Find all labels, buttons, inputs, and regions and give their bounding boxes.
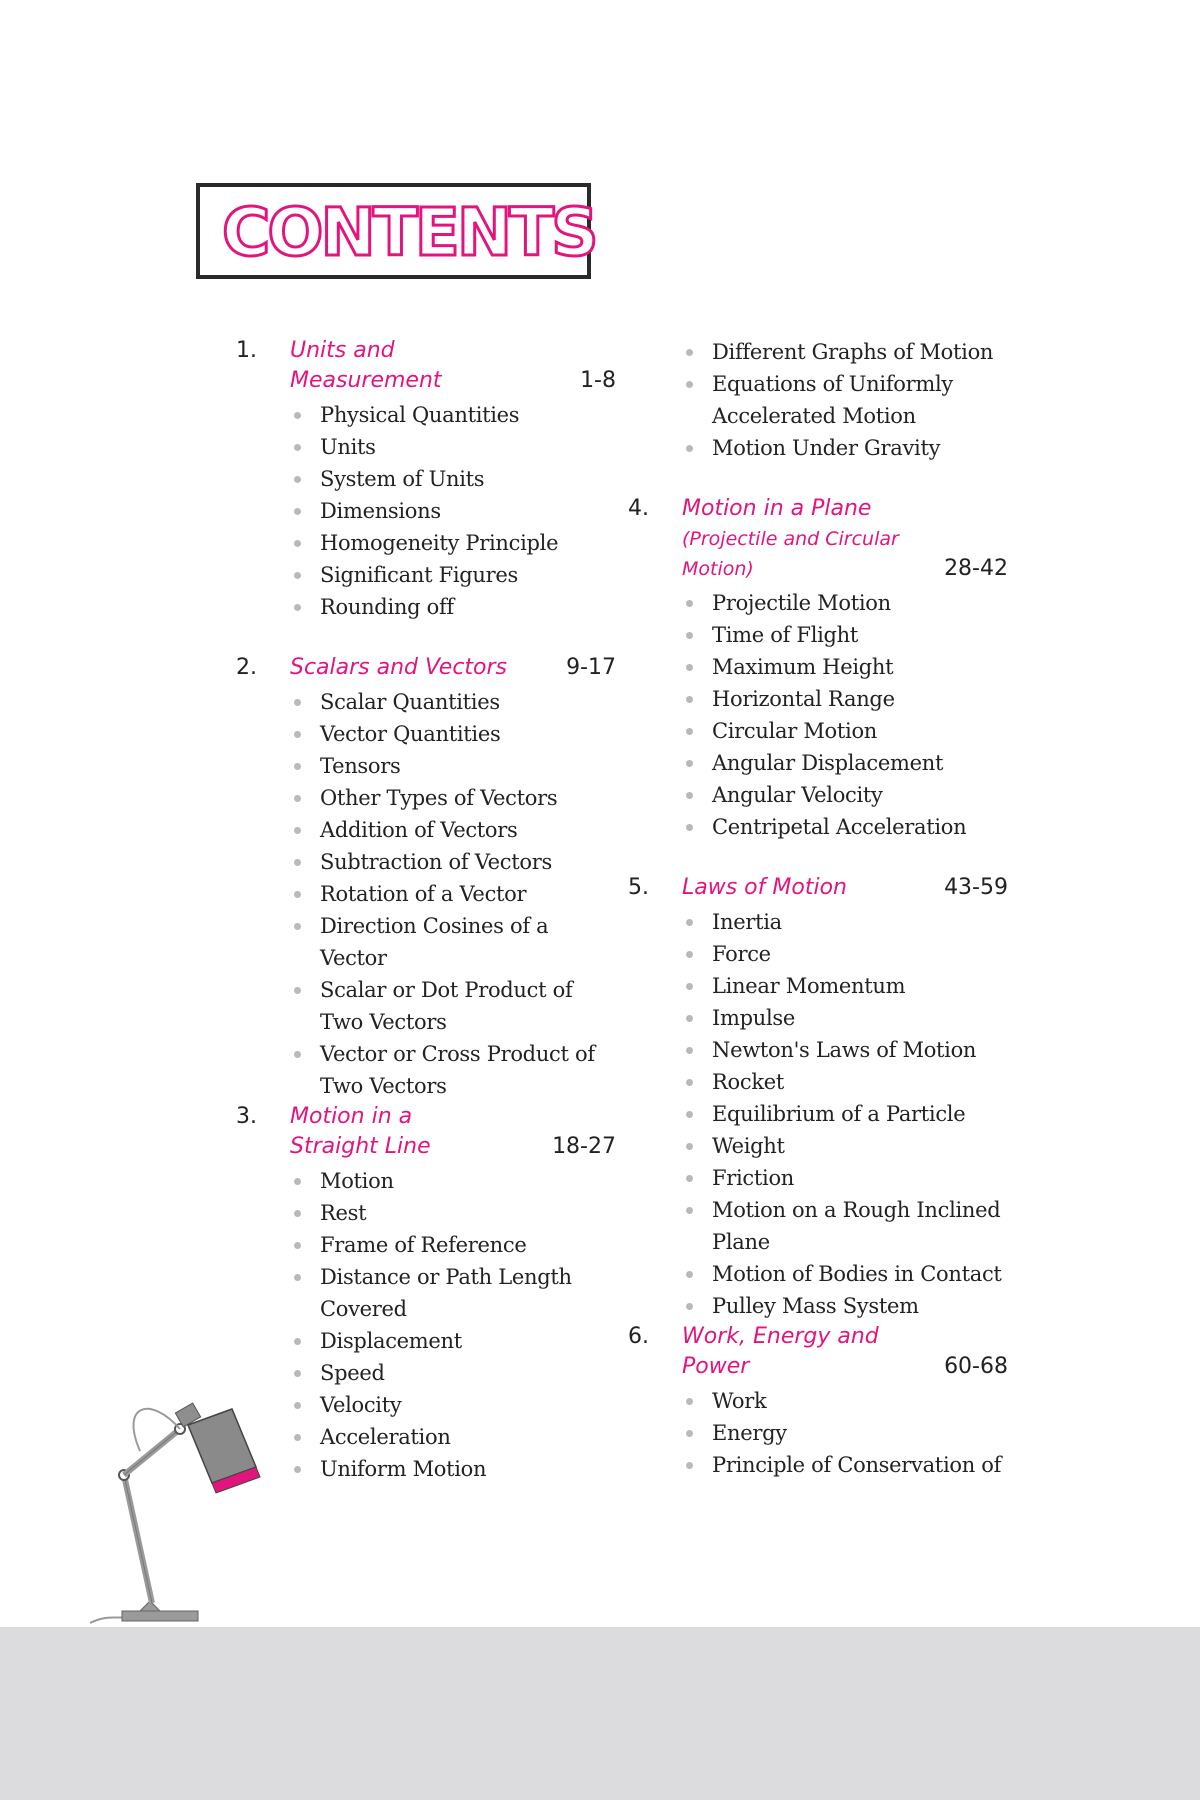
topic-item: Angular Displacement xyxy=(628,747,1008,779)
chapter-4 xyxy=(628,494,1008,843)
chapter-pages: 18-27 xyxy=(552,1134,616,1159)
topic-item: Significant Figures xyxy=(236,559,616,591)
chapter-title[interactable] xyxy=(290,336,616,396)
topic-item: System of Units xyxy=(236,463,616,495)
topic-item: Inertia xyxy=(628,906,1008,938)
topic-item: Rocket xyxy=(628,1066,1008,1098)
chapter-title-line: Measurement xyxy=(290,368,442,393)
chapter-number: 6. xyxy=(628,1324,649,1349)
topic-item: Circular Motion xyxy=(628,715,1008,747)
chapter-title-line: Motion in a xyxy=(290,1104,413,1129)
chapter-3 xyxy=(236,1102,616,1485)
topic-item: Equations of Uniformly Accelerated Motion xyxy=(628,368,1008,432)
page-bottom-band xyxy=(0,1627,1200,1800)
chapter-pages: 9-17 xyxy=(566,655,616,680)
topic-item: Rest xyxy=(236,1197,616,1229)
topic-list xyxy=(628,1385,1008,1481)
topic-item: Newton's Laws of Motion xyxy=(628,1034,1008,1066)
topic-item: Angular Velocity xyxy=(628,779,1008,811)
topic-item: Friction xyxy=(628,1162,1008,1194)
topic-list xyxy=(236,1165,616,1485)
topic-item: Impulse xyxy=(628,1002,1008,1034)
topic-item: Frame of Reference xyxy=(236,1229,616,1261)
topic-item: Other Types of Vectors xyxy=(236,782,616,814)
topic-list xyxy=(628,587,1008,843)
topic-list xyxy=(236,686,616,1102)
chapter-number: 2. xyxy=(236,655,257,680)
topic-item: Motion of Bodies in Contact xyxy=(628,1258,1008,1290)
chapter-1 xyxy=(236,336,616,623)
chapter-6 xyxy=(628,1322,1008,1481)
chapter-pages: 43-59 xyxy=(944,875,1008,900)
topic-item: Motion on a Rough Inclined Plane xyxy=(628,1194,1008,1258)
page-title: CONTENTS xyxy=(222,194,596,271)
topic-item: Tensors xyxy=(236,750,616,782)
topic-list xyxy=(628,906,1008,1322)
topic-item: Weight xyxy=(628,1130,1008,1162)
chapter-title-line: Work, Energy and xyxy=(682,1324,879,1349)
topic-item: Motion xyxy=(236,1165,616,1197)
chapter-number: 1. xyxy=(236,338,257,363)
topic-list xyxy=(236,399,616,623)
topic-item: Speed xyxy=(236,1357,616,1389)
topic-item: Pulley Mass System xyxy=(628,1290,1008,1322)
topic-item: Time of Flight xyxy=(628,619,1008,651)
chapter-5 xyxy=(628,873,1008,1322)
chapter-pages: 28-42 xyxy=(944,556,1008,581)
chapter-title-line: Scalars and Vectors xyxy=(290,655,508,680)
chapter-title-line: Motion in a Plane xyxy=(682,496,872,521)
topic-item: Rotation of a Vector xyxy=(236,878,616,910)
topic-item: Motion Under Gravity xyxy=(628,432,1008,464)
topic-item: Subtraction of Vectors xyxy=(236,846,616,878)
chapter-title-line: Units and xyxy=(290,338,395,363)
topic-item: Dimensions xyxy=(236,495,616,527)
chapter-title-line: Power xyxy=(682,1354,750,1379)
topic-item: Direction Cosines of a Vector xyxy=(236,910,616,974)
chapter-title-line: Straight Line xyxy=(290,1134,431,1159)
topic-item: Maximum Height xyxy=(628,651,1008,683)
topic-item: Vector Quantities xyxy=(236,718,616,750)
topic-item: Rounding off xyxy=(236,591,616,623)
topic-item: Different Graphs of Motion xyxy=(628,336,1008,368)
topic-item: Scalar or Dot Product of Two Vectors xyxy=(236,974,616,1038)
topic-item: Acceleration xyxy=(236,1421,616,1453)
chapter-pages: 60-68 xyxy=(944,1354,1008,1379)
topic-item: Linear Momentum xyxy=(628,970,1008,1002)
topic-item: Units xyxy=(236,431,616,463)
topic-item: Scalar Quantities xyxy=(236,686,616,718)
topic-item: Velocity xyxy=(236,1389,616,1421)
topic-item: Projectile Motion xyxy=(628,587,1008,619)
topic-item: Horizontal Range xyxy=(628,683,1008,715)
contents-title-box xyxy=(196,183,596,279)
topic-item: Work xyxy=(628,1385,1008,1417)
chapter-number: 5. xyxy=(628,875,649,900)
topic-item: Displacement xyxy=(236,1325,616,1357)
toc-left-column xyxy=(236,336,616,1485)
chapter-number: 4. xyxy=(628,496,649,521)
desk-lamp-icon xyxy=(80,1385,270,1625)
chapter-2 xyxy=(236,653,616,1102)
topic-item: Energy xyxy=(628,1417,1008,1449)
topic-item: Vector or Cross Product of Two Vectors xyxy=(236,1038,616,1102)
topic-item: Addition of Vectors xyxy=(236,814,616,846)
topic-item: Equilibrium of a Particle xyxy=(628,1098,1008,1130)
topic-item: Principle of Conservation of xyxy=(628,1449,1008,1481)
topic-item: Centripetal Acceleration xyxy=(628,811,1008,843)
topic-item: Physical Quantities xyxy=(236,399,616,431)
topic-item: Distance or Path Length Covered xyxy=(236,1261,616,1325)
toc-right-column xyxy=(628,336,1008,1481)
topic-item: Homogeneity Principle xyxy=(236,527,616,559)
chapter-3-continued-list xyxy=(628,336,1008,464)
chapter-title-line: Laws of Motion xyxy=(682,875,847,900)
chapter-title-line: (Projectile and Circular xyxy=(682,528,899,550)
chapter-pages: 1-8 xyxy=(580,368,616,393)
chapter-number: 3. xyxy=(236,1104,257,1129)
topic-item: Uniform Motion xyxy=(236,1453,616,1485)
chapter-title-line: Motion) xyxy=(682,558,754,580)
topic-item: Force xyxy=(628,938,1008,970)
